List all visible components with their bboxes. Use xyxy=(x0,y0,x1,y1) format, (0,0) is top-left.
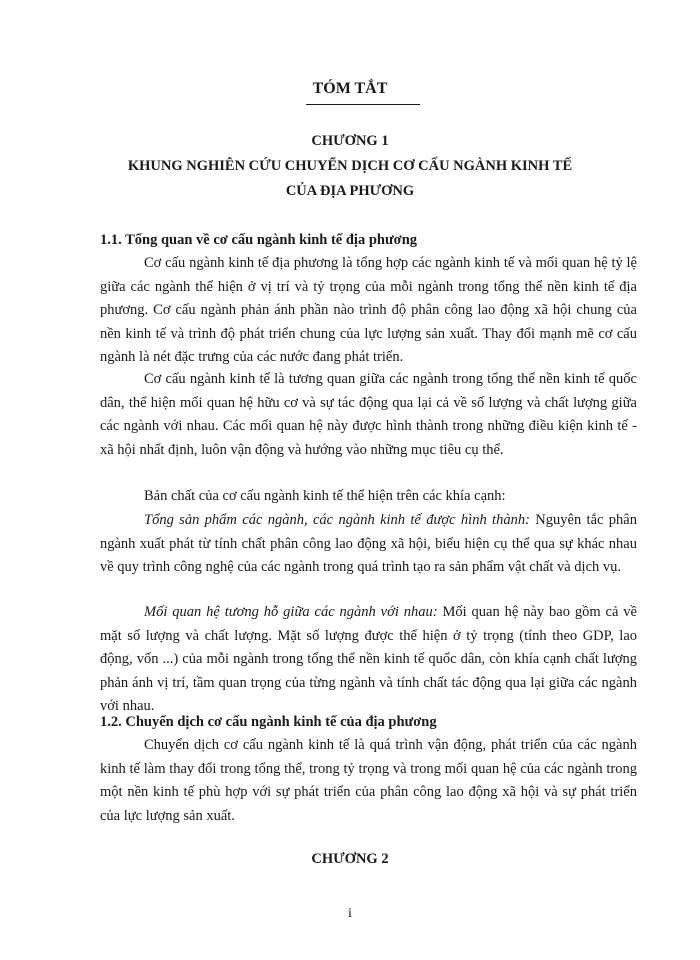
aspect-1-title: Tổng sản phẩm các ngành, các ngành kinh tế được hình thành: xyxy=(144,512,530,528)
chapter-1-title-line1: KHUNG NGHIÊN CỨU CHUYỂN DỊCH CƠ CẤU NGÀNH KINH TẾ xyxy=(127,158,573,174)
section-1-1-paragraph-5 xyxy=(100,601,637,719)
section-1-1-heading: 1.1. Tổng quan về cơ cấu ngành kinh tế địa phương xyxy=(100,232,418,248)
aspect-1-text: Nguyên tắc phân ngành xuất phát từ tính chất phân công lao động xã hội, biểu hiện cụ thể qua sự khác nhau về quy trình công nghệ của các ngành trong quá trình tạo ra sản phẩm vật chất và dịch vụ. xyxy=(100,512,637,575)
page-number: i xyxy=(348,906,352,921)
section-1-2-heading: 1.2. Chuyển dịch cơ cấu ngành kinh tế của địa phương xyxy=(100,714,437,730)
chapter-1-title-line2: CỦA ĐỊA PHƯƠNG xyxy=(285,183,415,199)
section-1-1-paragraph-3: Bản chất của cơ cấu ngành kinh tế thể hiện trên các khía cạnh: xyxy=(144,488,506,504)
section-1-1-paragraph-1: Cơ cấu ngành kinh tế địa phương là tổng hợp các ngành kinh tế và mối quan hệ tỷ lệ giữa các ngành thể hiện ở vị trí và tỷ trọng của mỗi ngành trong tổng thể nền kinh tế địa phương. Cơ cấu ngành phản ánh phần nào trình độ phân công lao động xã hội chung của nền kinh tế và trình độ phát triển chung của lực lượng sản xuất. Thay đổi mạnh mẽ cơ cấu ngành là nét đặc trưng của các nước đang phát triển. xyxy=(100,255,637,365)
aspect-2-title: Mối quan hệ tương hỗ giữa các ngành với nhau: xyxy=(144,604,438,620)
aspect-2-text: Mối quan hệ này bao gồm cả về mặt số lượng và chất lượng. Mặt số lượng được thể hiện ở tỷ trọng (tính theo GDP, lao động, vốn ...) của mỗi ngành trong tổng thể nền kinh tế quốc dân, còn khía cạnh chất lượng phản ánh vị trí, tầm quan trọng của từng ngành và tính chất tác động qua lại giữa các ngành với nhau. xyxy=(100,604,637,714)
title-underline xyxy=(306,104,420,105)
section-1-2-paragraph-1: Chuyển dịch cơ cấu ngành kinh tế là quá trình vận động, phát triển của các ngành kinh tế làm thay đổi trong tổng thể, trong tỷ trọng và trong mối quan hệ của các ngành trong một nền kinh tế phù hợp với sự phát triển của phân công lao động xã hội và sự phát triển của lực lượng sản xuất. xyxy=(100,737,637,824)
summary-title: TÓM TẮT xyxy=(312,80,388,97)
chapter-2-label: CHƯƠNG 2 xyxy=(311,851,389,867)
section-1-1-paragraph-4 xyxy=(100,509,637,580)
section-1-1-paragraph-2: Cơ cấu ngành kinh tế là tương quan giữa các ngành trong tổng thể nền kinh tế quốc dân, thể hiện mối quan hệ hữu cơ và sự tác động qua lại cả về số lượng và chất lượng giữa các ngành với nhau. Các mối quan hệ này được hình thành trong những điều kiện kinh tế - xã hội nhất định, luôn vận động và hướng vào những mục tiêu cụ thể. xyxy=(100,371,637,458)
chapter-1-label: CHƯƠNG 1 xyxy=(311,133,389,149)
